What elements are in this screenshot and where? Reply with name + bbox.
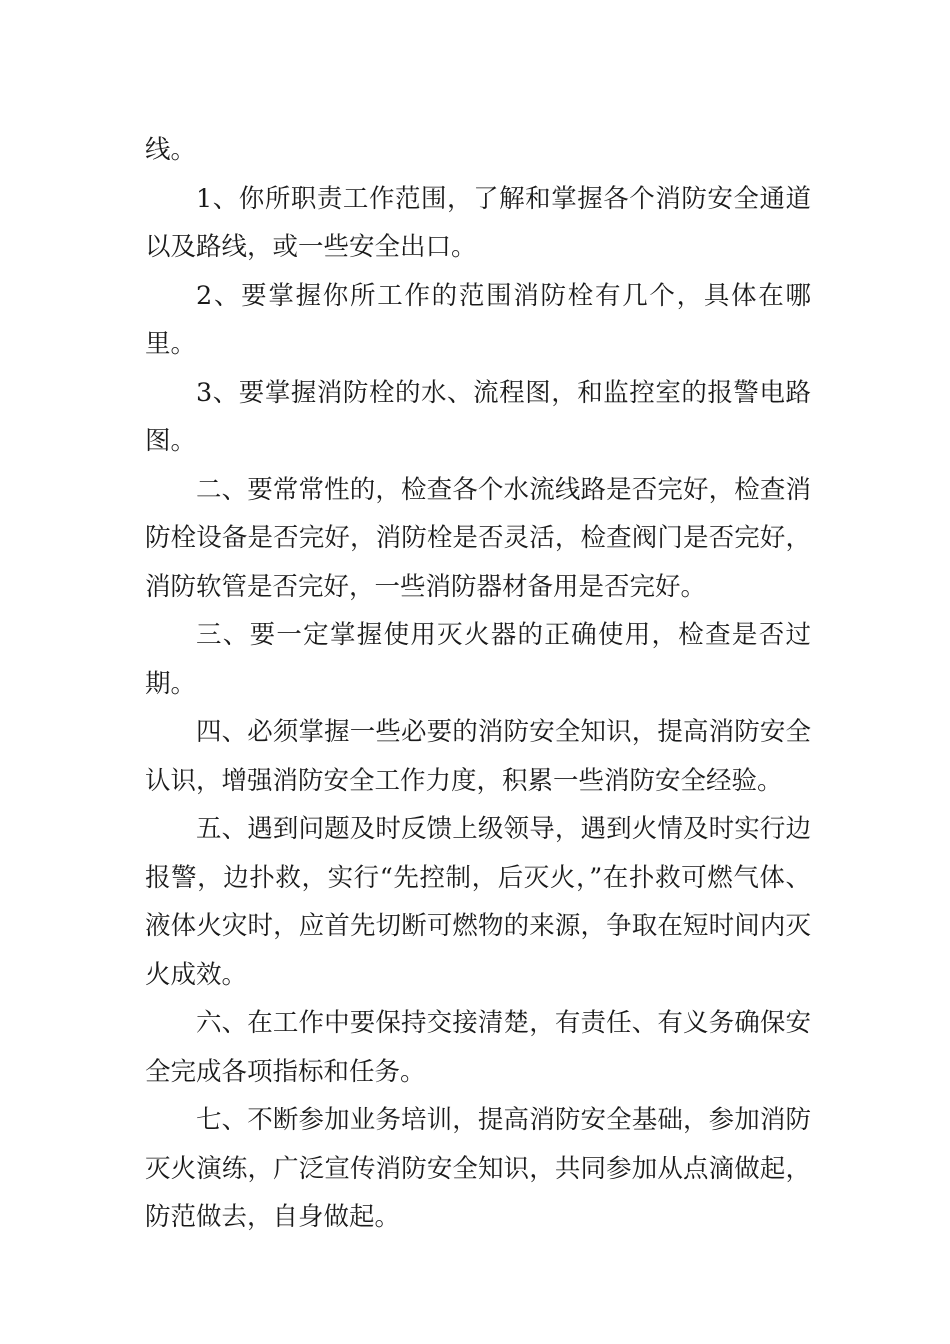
paragraph-item-2: 2、要掌握你所工作的范围消防栓有几个，具体在哪里。 [145, 280, 811, 359]
paragraph-section-7: 七、不断参加业务培训，提高消防安全基础，参加消防灭火演练，广泛宣传消防安全知识，共同参加从点滴做起，防范做去，自身做起。 [145, 1105, 811, 1232]
paragraph-section-3: 三、要一定掌握使用灭火器的正确使用，检查是否过期。 [145, 620, 811, 699]
paragraph-section-5: 五、遇到问题及时反馈上级领导，遇到火情及时实行边报警，边扑救，实行“先控制，后灭火，”在扑救可燃气体、液体火灾时，应首先切断可燃物的来源，争取在短时间内灭火成效。 [145, 814, 811, 990]
paragraph-section-2: 二、要常常性的，检查各个水流线路是否完好，检查消防栓设备是否完好，消防栓是否灵活，检查阀门是否完好，消防软管是否完好，一些消防器材备用是否完好。 [145, 474, 811, 602]
paragraph-section-6: 六、在工作中要保持交接清楚，有责任、有义务确保安全完成各项指标和任务。 [145, 1008, 811, 1087]
document-body [145, 126, 811, 1242]
paragraph-item-1: 1、你所职责工作范围，了解和掌握各个消防安全通道以及路线，或一些安全出口。 [145, 183, 811, 262]
paragraph-section-4: 四、必须掌握一些必要的消防安全知识，提高消防安全认识，增强消防安全工作力度，积累一些消防安全经验。 [145, 717, 811, 796]
paragraph-continuation: 线。 [145, 135, 197, 165]
paragraph-item-3: 3、要掌握消防栓的水、流程图，和监控室的报警电路图。 [145, 377, 811, 456]
